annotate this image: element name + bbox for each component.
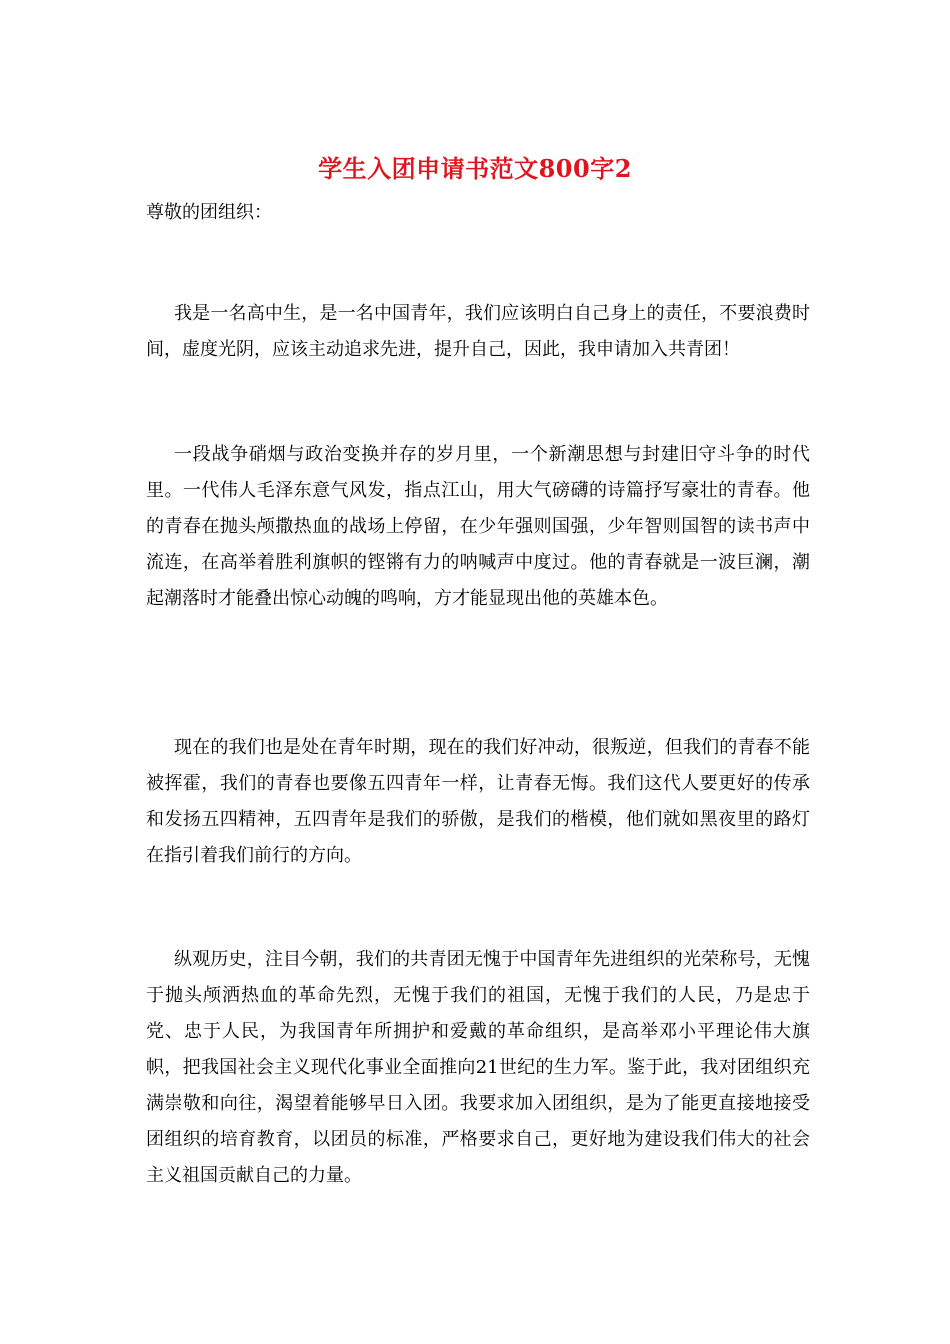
paragraph-1: 我是一名高中生，是一名中国青年，我们应该明白自己身上的责任，不要浪费时间，虚度光阴，应该主动追求先进，提升自己，因此，我申请加入共青团！ — [146, 303, 810, 360]
paragraph-3: 现在的我们也是处在青年时期，现在的我们好冲动，很叛逆，但我们的青春不能被挥霍，我们的青春也要像五四青年一样，让青春无悔。我们这代人要更好的传承和发扬五四精神，五四青年是我们的骄傲，是我们的楷模，他们就如黑夜里的路灯在指引着我们前行的方向。 — [146, 737, 810, 866]
paragraph-4: 纵观历史，注目今朝，我们的共青团无愧于中国青年先进组织的光荣称号，无愧于抛头颅洒热血的革命先烈，无愧于我们的祖国，无愧于我们的人民，乃是忠于党、忠于人民，为我国青年所拥护和爱戴的革命组织，是高举邓小平理论伟大旗帜，把我国社会主义现代化事业全面推向21世纪的生力军。鉴于此，我对团组织充满崇敬和向往，渴望着能够早日入团。我要求加入团组织，是为了能更直接地接受团组织的培育教育，以团员的标准，严格要求自己，更好地为建设我们伟大的社会主义祖国贡献自己的力量。 — [146, 949, 810, 1186]
salutation: 尊敬的团组织： — [146, 202, 272, 223]
paragraph-2: 一段战争硝烟与政治变换并存的岁月里，一个新潮思想与封建旧守斗争的时代里。一代伟人毛泽东意气风发，指点江山，用大气磅礴的诗篇抒写豪壮的青春。他的青春在抛头颅撒热血的战场上停留，在少年强则国强，少年智则国智的读书声中流连，在高举着胜利旗帜的铿锵有力的呐喊声中度过。他的青春就是一波巨澜，潮起潮落时才能叠出惊心动魄的鸣响，方才能显现出他的英雄本色。 — [146, 444, 810, 609]
document-title: 学生入团申请书范文800字2 — [318, 154, 632, 183]
